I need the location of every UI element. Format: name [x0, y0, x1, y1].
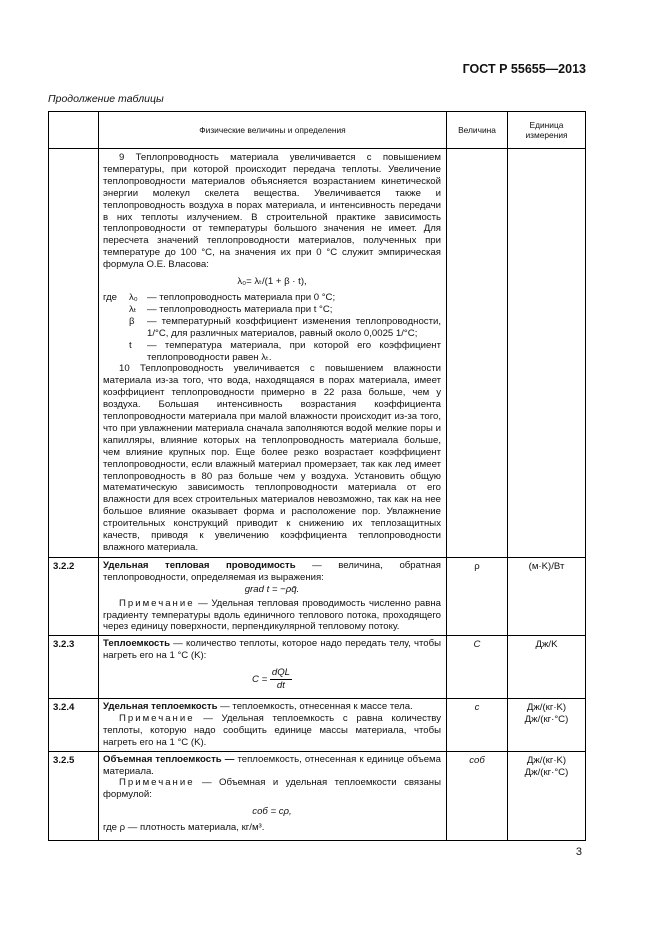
vlasov-formula: λ₀= λₜ/(1 + β · t), — [237, 276, 307, 288]
term-definition: Удельная тепловая проводимость — величина, обратная теплопроводности, определяемая из выражения: grad t = −ρq̄. Примечание — Удельная тепловая проводимость численно равна градиенту температуры вдоль единичного теплового потока, проходящего через единицу поверхности, перпендикулярной тепловому потоку. — [99, 557, 447, 635]
formula: C = $\frac{\text{dQL}}{dt}$ — [251, 667, 290, 692]
header-quantity: Величина — [447, 112, 508, 149]
formula: cоб = cρ, — [252, 806, 292, 818]
table-row — [49, 698, 586, 751]
term-code: 3.2.2 — [49, 557, 99, 635]
table-row — [49, 149, 586, 558]
term-definition: Теплоемкость — количество теплоты, которое надо передать телу, чтобы нагреть его на 1 °С (K): C = $\frac{\text{dQL}}{dt}$ — [99, 636, 447, 699]
note-label: Примечание — [119, 597, 195, 609]
note-label: Примечание — [119, 712, 195, 724]
note-label: Примечание — [119, 777, 195, 789]
table-row — [49, 751, 586, 840]
table-row — [49, 557, 586, 635]
table-header-row — [49, 112, 586, 149]
header-code — [49, 112, 99, 149]
unit: Дж/K — [508, 636, 586, 699]
term-definition: Объемная теплоемкость — теплоемкость, отнесенная к единице объема материала. Примечание — Объемная и удельная теплоемкости связаны формулой: cоб = cρ, где ρ — плотность материала, кг/м³. — [99, 751, 447, 840]
where-clause: где ρ — плотность материала, кг/м³. — [103, 822, 265, 834]
where-item: λₜ — теплопроводность материала при t °С; — [129, 303, 333, 315]
term-name: Удельная тепловая проводимость — [103, 559, 296, 571]
quantity-symbol: c — [447, 698, 508, 751]
unit: Дж/(кг·K) Дж/(кг·°С) — [508, 751, 586, 840]
unit: Дж/(кг·K) Дж/(кг·°С) — [508, 698, 586, 751]
quantity-symbol: C — [447, 636, 508, 699]
header-unit: Единица измерения — [508, 112, 586, 149]
note-9: 9 Теплопроводность материала увеличивается с повышением температуры, при которой происходит передача теплоты. Увеличение теплопроводности материалов объясняется возрастанием кинетической энергии молекул скелета вещества. Увеличивается также и теплопроводность воздуха в порах материала, и интенсивность передачи в них теплоты излучением. В строительной практике зависимость теплопроводности от температуры большого значения не имеет. Для пересчета значений теплопроводности материалов, полученных при температуре до 100 °С, на значения их при 0 °С служит эмпирическая формула О.Е. Власова: — [103, 152, 441, 271]
page-number: 3 — [575, 846, 582, 858]
term-name: Теплоемкость — [103, 638, 170, 650]
header-definitions: Физические величины и определения — [99, 112, 447, 149]
where-item: где λ₀ — теплопроводность материала при 0 °С; — [103, 291, 336, 303]
quantity-symbol: ρ — [447, 557, 508, 635]
where-item: t — температура материала, при которой его коэффициент теплопроводности равен λₜ. — [129, 339, 441, 363]
notes-cell — [99, 149, 447, 558]
term-definition: Удельная теплоемкость — теплоемкость, отнесенная к массе тела. Примечание — Удельная теплоемкость с равна количеству теплоты, которую надо сообщить единице массы материала, чтобы нагреть его на 1 °С (K). — [99, 698, 447, 751]
formula: grad t = −ρq̄. — [244, 583, 300, 595]
term-code: 3.2.4 — [49, 698, 99, 751]
unit: (м·K)/Вт — [508, 557, 586, 635]
term-code: 3.2.5 — [49, 751, 99, 840]
term-name: Объемная теплоемкость — — [103, 753, 235, 765]
note-10: 10 Теплопроводность увеличивается с повышением влажности материала из-за того, что вода, находящаяся в порах материала, имеет коэффициент теплопроводности примерно в 22 раза больше, чем у воздуха. Большая интенсивность возрастания коэффициента теплопроводности материала при малой влажности происходит из-за того, что при увлажнении материала сначала заполняются водой мелкие поры и капилляры, влияние которых на теплопроводность материала больше, чем влияние крупных пор. Еще более резко возрастает коэффициент теплопроводности, если влажный материал промерзает, так как лед имеет теплопроводность в 80 раз больше чем у воздуха. Установить общую математическую зависимость теплопроводности материала от его влажности для всех строительных материалов невозможно, так как на нее большое влияние оказывает форма и расположение пор. Увлажнение строительных конструкций приводит к снижению их теплозащитных качеств, приводя к увеличению коэффициента теплопроводности влажного материала. — [103, 363, 441, 553]
definitions-table — [48, 111, 586, 841]
term-code: 3.2.3 — [49, 636, 99, 699]
term-name: Удельная теплоемкость — [103, 700, 218, 712]
table-row — [49, 636, 586, 699]
where-item: β — температурный коэффициент изменения теплопроводности, 1/°С, для различных материалов, равный около 0,0025 1/°С; — [129, 315, 441, 339]
quantity-symbol: cоб — [447, 751, 508, 840]
document-id: ГОСТ Р 55655—2013 — [462, 62, 586, 76]
table-continuation-label: Продолжение таблицы — [48, 93, 164, 105]
